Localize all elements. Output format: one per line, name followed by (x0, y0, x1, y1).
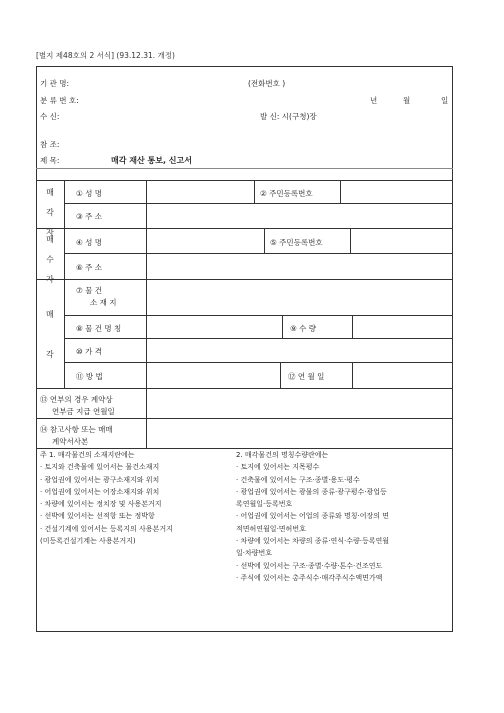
method-label: ⑪ 방 법 (76, 372, 103, 381)
buyer-id-label: ⑤ 주민등록번호 (270, 238, 323, 247)
note-right-line: · 어업권에 있어서는 어업의 종류와 명칭·어장의 면 (236, 512, 390, 521)
note-left-line: · 어업권에 있어서는 어장소재지와 위치 (40, 487, 160, 496)
note-left-line: · 건설기계에 있어서는 등록지의 사용본거지 (40, 524, 173, 533)
side-column-divider (64, 180, 65, 388)
note-left-line: (미등록건설기계는 사용본거지) (40, 537, 136, 546)
note-right-line: · 선박에 있어서는 구조·종별·수량·톤수·건조연도 (236, 561, 383, 570)
recipient-label: 수 신: (40, 112, 60, 121)
subject-value: 매각 재산 통보, 신고서 (111, 156, 192, 165)
seller-bottom (36, 228, 453, 229)
note-right-line: · 건축물에 있어서는 구조·종별·용도·평수 (236, 475, 360, 484)
buyer-side-label: 매수자 (46, 235, 54, 284)
buyer-name-label: ④ 성 명 (76, 238, 102, 247)
note-right-line: 적면허연월일·면허번호 (236, 524, 306, 533)
seller-side-label: 매각자 (46, 188, 54, 237)
reference-items-divider (146, 418, 147, 448)
installment-bottom (36, 418, 453, 419)
label-column-divider (146, 180, 147, 388)
table-top (36, 180, 453, 181)
note-left-line: · 토지와 건축물에 있어서는 물건소재지 (40, 463, 160, 472)
seller-id-label: ② 주민등록번호 (260, 189, 313, 198)
sale-bottom (36, 388, 453, 389)
date-divider (280, 362, 281, 388)
date-label: ⑫ 연 월 일 (288, 372, 325, 381)
note-right-line: 2. 매각물건의 명칭수량란에는 (236, 451, 329, 459)
seller-id-value-divider (340, 180, 341, 203)
header-divider (36, 168, 453, 169)
month-label: 월 (403, 96, 411, 105)
buyer-id-divider (264, 228, 265, 253)
class-number-label: 분 류 번 호: (40, 96, 79, 105)
reference-label: 참 조: (40, 140, 60, 149)
seller-address-label: ③ 주 소 (76, 212, 102, 221)
location-label-1: ⑦ 물 건 (76, 286, 102, 295)
note-right-line: 일·차량번호 (236, 549, 273, 558)
form-title: [별지 제48호의 2 서식] (93.12.31. 개정) (36, 51, 175, 60)
quantity-value-divider (352, 315, 353, 338)
item-name-label: ⑧ 물 건 명 칭 (76, 324, 122, 333)
note-right-line: 록연월일·등록번호 (236, 500, 293, 509)
note-left-line: · 차량에 있어서는 정치장 및 사용본거지 (40, 500, 162, 509)
seller-id-divider (254, 180, 255, 203)
phone-label: (전화번호 ) (248, 79, 286, 88)
agency-label: 기 관 명: (40, 79, 70, 88)
installment-line-2: 연부금 지급 연월일 (52, 407, 115, 416)
notes-left (40, 449, 173, 547)
sender-label: 발 신: 시(구청)장 (260, 112, 317, 121)
note-right-line: · 차량에 있어서는 차량의 종류·연식·수량·등록연월 (236, 537, 390, 546)
note-left-line: 주 1. 매각물건의 소재지란에는 (40, 451, 135, 459)
location-label-2: 소 재 지 (90, 298, 117, 307)
reference-items-line-1: ⑭ 참고사항 또는 매매 (40, 425, 113, 434)
reference-items-line-2: 계약서사본 (52, 437, 89, 446)
buyer-id-value-divider (350, 228, 351, 253)
note-left-line: · 광업권에 있어서는 광구소재지와 위치 (40, 475, 160, 484)
price-bottom (64, 362, 453, 363)
item-bottom (64, 338, 453, 339)
seller-name-label: ① 성 명 (76, 189, 102, 198)
date-value-divider (352, 362, 353, 388)
location-bottom (64, 315, 453, 316)
buyer-bottom (36, 279, 453, 280)
installment-line-1: ⑬ 연부의 경우 계약상 (40, 395, 113, 404)
price-label: ⑩ 가 격 (76, 347, 102, 356)
quantity-divider (282, 315, 283, 338)
subject-label: 제 목: (40, 156, 60, 165)
sale-side-label-top: 매 (46, 310, 54, 319)
year-label: 년 (370, 96, 378, 105)
buyer-row-divider (64, 253, 453, 254)
quantity-label: ⑨ 수 량 (290, 324, 316, 333)
notes-right (236, 449, 389, 584)
buyer-address-label: ⑥ 주 소 (76, 263, 102, 272)
note-right-line: · 광업권에 있어서는 광물의 종류·광구평수·광업등 (236, 487, 387, 496)
installment-divider (146, 388, 147, 418)
note-right-line: · 토지에 있어서는 지목평수 (236, 463, 320, 472)
sale-side-label-bottom: 각 (46, 350, 54, 359)
day-label: 일 (441, 96, 449, 105)
note-left-line: · 선박에 있어서는 선적항 또는 정박항 (40, 512, 155, 521)
note-right-line: · 주식에 있어서는 총주식수·매각주식수액면가액 (236, 573, 383, 582)
seller-row-divider (64, 203, 453, 204)
